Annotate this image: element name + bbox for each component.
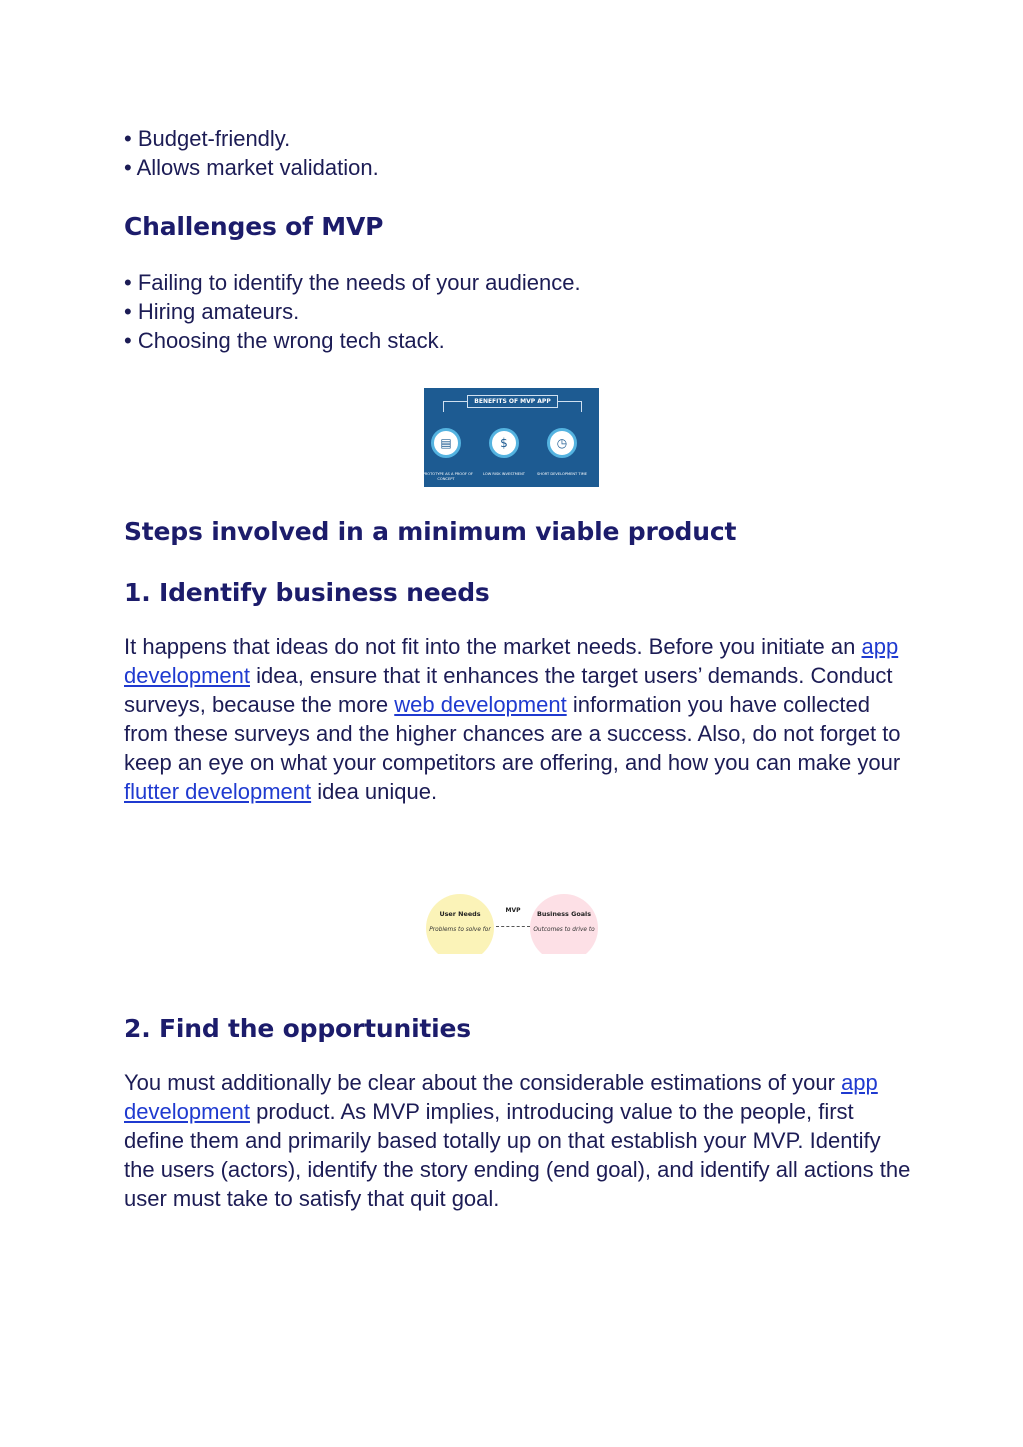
benefits-of-mvp-image: [419, 388, 599, 487]
challenges-list: [124, 268, 581, 355]
business-goals-subtitle: Outcomes to drive to: [533, 927, 595, 933]
business-goals-title: Business Goals: [536, 910, 592, 918]
user-needs-bubble: [426, 894, 494, 954]
benefits-title: BENEFITS OF MVP APP: [467, 395, 558, 408]
text-run: You must additionally be clear about the considerable estimations of your: [124, 1070, 842, 1095]
challenges-heading: Challenges of MVP: [124, 212, 384, 241]
steps-heading: Steps involved in a minimum viable product: [124, 517, 737, 546]
step1-paragraph: [124, 632, 914, 806]
benefit-caption: LOW RISK INVESTMENT: [483, 472, 525, 476]
mvp-diagram: [426, 894, 600, 954]
list-item: • Hiring amateurs.: [124, 297, 581, 326]
benefit-caption: A PROTOTYPE AS A PROOF OF CONCEPT: [419, 472, 473, 481]
list-item: • Allows market validation.: [124, 153, 379, 182]
prototype-icon: ▤: [431, 428, 461, 458]
flutter-development-link[interactable]: flutter development: [124, 779, 312, 804]
web-development-link[interactable]: web development: [394, 692, 567, 717]
text-run: idea, ensure that it enhances the target users’ demands. Conduct surveys, because the more: [124, 663, 893, 717]
user-needs-subtitle: Problems to solve for: [429, 927, 491, 933]
text-run: idea unique.: [311, 779, 438, 804]
list-item: • Choosing the wrong tech stack.: [124, 326, 581, 355]
business-goals-bubble: [530, 894, 598, 954]
dollar-down-icon: $: [489, 428, 519, 458]
user-needs-title: User Needs: [439, 910, 481, 918]
stopwatch-icon: ◷: [547, 428, 577, 458]
step2-paragraph: [124, 1068, 914, 1213]
advantages-list: [124, 124, 379, 182]
step1-heading: 1. Identify business needs: [124, 578, 490, 607]
text-run: information you have collected from these surveys and the higher chances are a success. Also, do not forget to keep an eye on what your competitors are offering, and how you can make your: [124, 692, 901, 775]
app-development-link[interactable]: app development: [124, 634, 899, 688]
text-run: It happens that ideas do not fit into the market needs. Before you initiate an: [124, 634, 862, 659]
app-development-link[interactable]: app development: [124, 1070, 878, 1124]
step2-heading: 2. Find the opportunities: [124, 1014, 471, 1043]
text-run: product. As MVP implies, introducing value to the people, first define them and primarily based totally up on that establish your MVP. Identify the users (actors), identify the story ending (end goal), and identify all actions the user must take to satisfy that quit goal.: [124, 1099, 911, 1211]
connector-line: [557, 401, 582, 412]
list-item: • Budget-friendly.: [124, 124, 379, 153]
connector-line: [443, 401, 468, 412]
mvp-label: MVP: [505, 907, 521, 914]
dashed-connector: [496, 926, 530, 927]
benefit-caption: SHORT DEVELOPMENT TIME: [536, 472, 588, 476]
list-item: • Failing to identify the needs of your audience.: [124, 268, 581, 297]
